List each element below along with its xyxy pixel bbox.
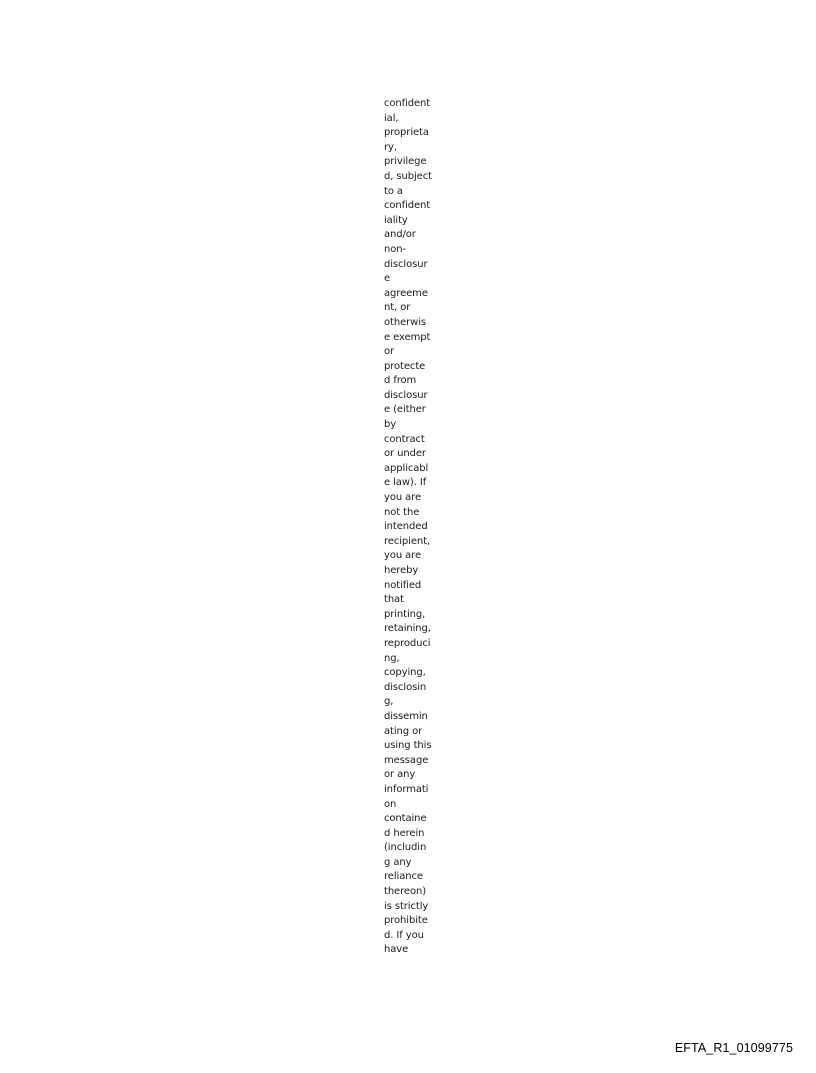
text-line: applicabl (384, 462, 429, 474)
text-line: e law). If (384, 477, 427, 489)
text-line: prohibite (384, 915, 428, 927)
disclaimer-text-column (384, 97, 440, 958)
text-line: intended (384, 521, 428, 533)
text-line: protecte (384, 360, 426, 372)
text-line: e (384, 273, 391, 285)
text-line: recipient, (384, 535, 431, 547)
text-line: e exempt (384, 331, 431, 343)
text-line: e (either (384, 404, 426, 416)
text-line: d. If you (384, 929, 424, 941)
text-line: by (384, 419, 397, 431)
text-line: notified (384, 579, 422, 591)
text-line: or under (384, 448, 426, 460)
text-line: ng, (384, 652, 400, 664)
text-line: ry, (384, 141, 397, 153)
text-line: confident (384, 98, 431, 109)
text-line: printing, (384, 608, 426, 620)
text-line: otherwis (384, 316, 427, 328)
text-line: to a (384, 185, 403, 197)
text-line: disclosur (384, 389, 428, 401)
text-line: informati (384, 783, 429, 795)
text-line: proprieta (384, 127, 429, 139)
text-line: disclosin (384, 681, 427, 693)
bates-number: EFTA_R1_01099775 (674, 1041, 793, 1055)
text-line: containe (384, 813, 427, 825)
text-line: reliance (384, 871, 423, 883)
text-line: and/or (384, 229, 416, 241)
text-line: or any (384, 769, 416, 781)
text-line: you are (384, 550, 422, 562)
text-line: on (384, 798, 397, 810)
text-line: confident (384, 200, 431, 212)
text-line: privilege (384, 156, 427, 168)
text-line: is strictly (384, 900, 429, 912)
text-line: that (384, 594, 404, 606)
text-line: not the (384, 506, 420, 518)
text-line: ial, (384, 112, 399, 124)
text-line: dissemin (384, 710, 428, 722)
text-line: copying, (384, 667, 426, 679)
text-line: ating or (384, 725, 423, 737)
text-line: you are (384, 492, 422, 504)
text-line: non- (384, 243, 407, 255)
text-line: thereon) (384, 886, 427, 898)
text-line: g, (384, 696, 394, 708)
text-line: message (384, 754, 429, 766)
text-line: have (384, 944, 409, 956)
text-line: disclosur (384, 258, 428, 270)
text-line: d from (384, 375, 417, 387)
text-line: iality (384, 214, 408, 226)
text-line: hereby (384, 565, 419, 576)
text-line: d, subject (384, 170, 432, 182)
text-line: using this (384, 740, 432, 752)
text-line: contract (384, 433, 425, 445)
text-line: reproduci (384, 637, 431, 649)
text-line: agreeme (384, 287, 428, 299)
text-line: or (384, 346, 395, 358)
text-line: d herein (384, 827, 425, 839)
text-line: retaining, (384, 623, 431, 635)
text-line: nt, or (384, 302, 411, 314)
text-line: (includin (384, 842, 427, 854)
text-line: g any (384, 856, 412, 868)
